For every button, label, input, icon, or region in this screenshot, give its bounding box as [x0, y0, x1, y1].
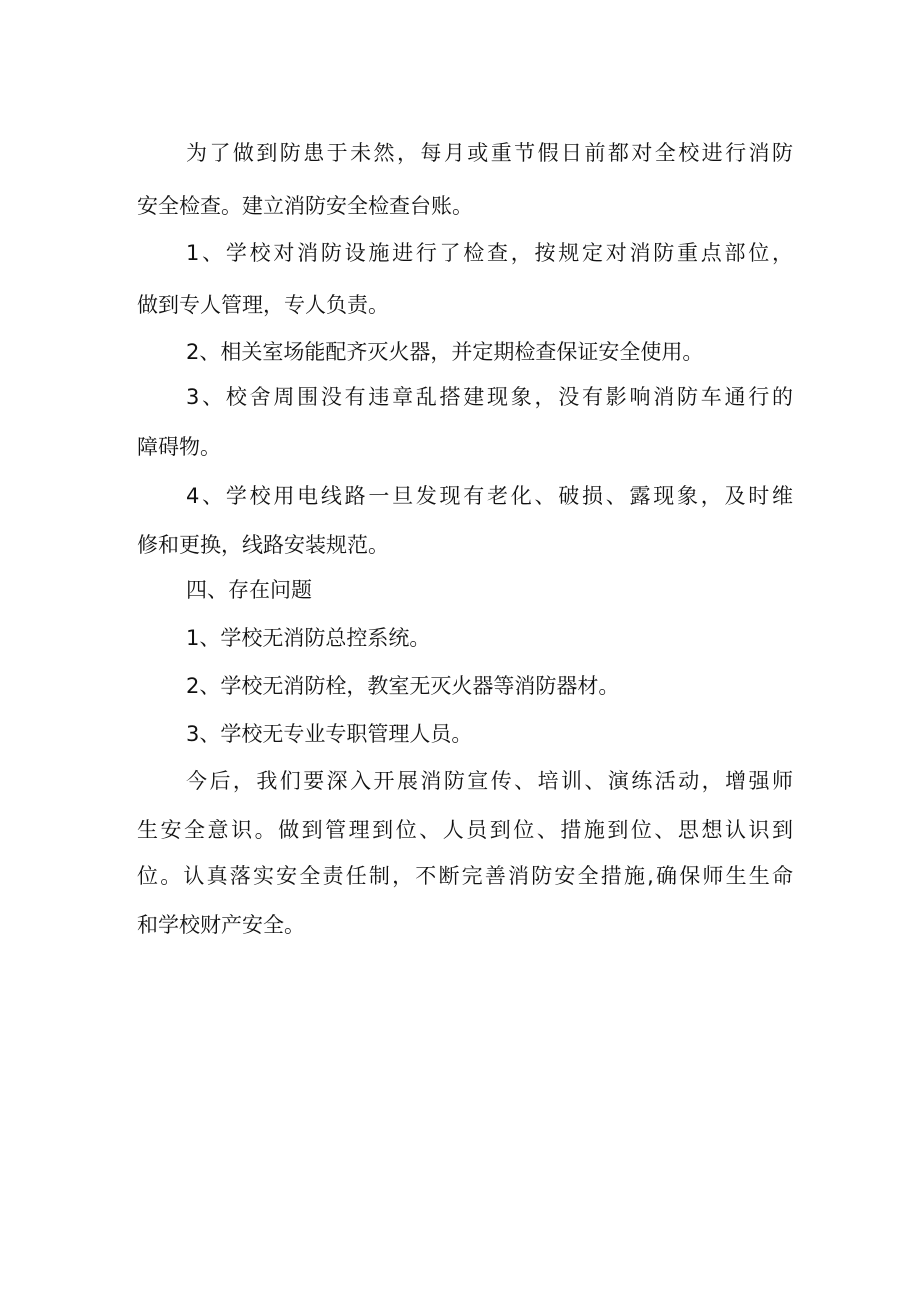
- paragraph-line: 2、学校无消防栓，教室无灭火器等消防器材。: [186, 674, 620, 698]
- paragraph-line: 今后，我们要深入开展消防宣传、培训、演练活动，增强师: [186, 769, 793, 793]
- paragraph-line: 1、学校对消防设施进行了检查，按规定对消防重点部位，: [186, 241, 793, 265]
- paragraph-line: 1、学校无消防总控系统。: [186, 626, 431, 650]
- paragraph-line: 生安全意识。做到管理到位、人员到位、措施到位、思想认识到: [137, 818, 793, 842]
- paragraph-line: 为了做到防患于未然，每月或重节假日前都对全校进行消防: [186, 141, 793, 165]
- paragraph-line: 4、学校用电线路一旦发现有老化、破损、露现象，及时维: [186, 484, 793, 508]
- paragraph-line: 修和更换，线路安装规范。: [137, 533, 389, 557]
- paragraph-line: 位。认真落实安全责任制，不断完善消防安全措施,确保师生生命: [137, 864, 793, 888]
- paragraph-line: 2、相关室场能配齐灭火器，并定期检查保证安全使用。: [186, 340, 704, 364]
- paragraph-line: 安全检查。建立消防安全检查台账。: [137, 194, 473, 218]
- paragraph-line: 障碍物。: [137, 435, 221, 459]
- paragraph-line: 做到专人管理，专人负责。: [137, 293, 389, 317]
- paragraph-line: 3、学校无专业专职管理人员。: [186, 722, 473, 746]
- section-heading: 四、存在问题: [186, 578, 312, 602]
- paragraph-line: 和学校财产安全。: [137, 913, 305, 937]
- paragraph-line: 3、校舍周围没有违章乱搭建现象，没有影响消防车通行的: [186, 385, 793, 409]
